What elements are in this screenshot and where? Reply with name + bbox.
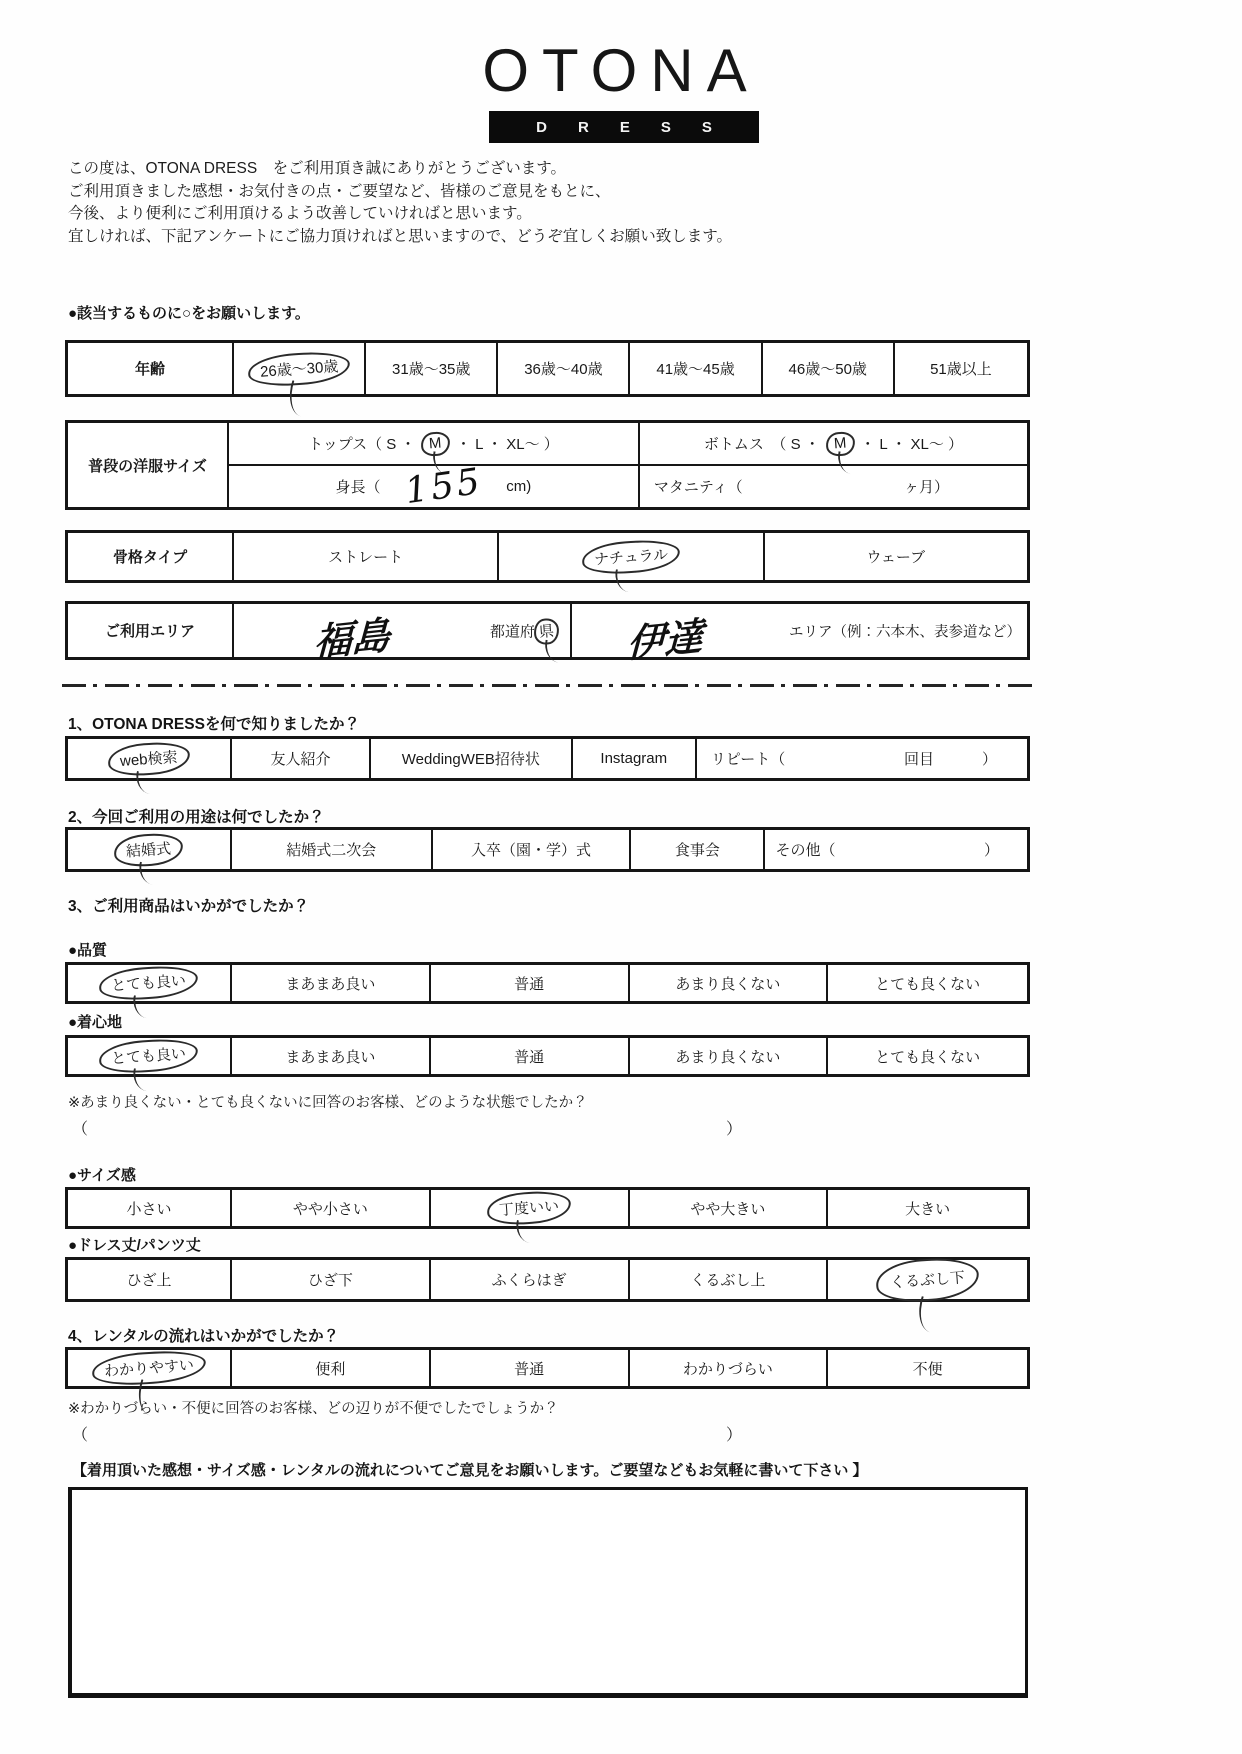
length-calf: ふくらはぎ [429, 1260, 628, 1299]
height-handwritten-value: 155 [402, 460, 485, 513]
circle-mark-bottoms-m: M [825, 431, 855, 457]
brand-logo-subtitle-bar [489, 111, 759, 143]
q1-table [65, 736, 1030, 781]
age-option-41-45: 41歳～45歳 [628, 343, 760, 394]
circle-mark-natural: ナチュラル [581, 537, 681, 576]
skeleton-type-label: 骨格タイプ [112, 549, 188, 566]
circle-mark-wedding: 結婚式 [113, 831, 184, 868]
q2-option-ceremony: 入卒（園・学）式 [431, 830, 630, 869]
quality-fairly-good: まあまあ良い [230, 965, 429, 1001]
intro-line: 宜しければ、下記アンケートにご協力頂ければと思いますので、どうぞ宜しくお願い致します。 [68, 227, 733, 245]
intro-line: ご利用頂きました感想・お気付きの点・ご要望など、皆様のご意見をもとに、 [68, 182, 611, 200]
q4-convenient: 便利 [230, 1350, 429, 1386]
age-option-31-35: 31歳～35歳 [364, 343, 496, 394]
quality-not-good: あまり良くない [628, 965, 827, 1001]
prefecture-suffix [490, 620, 558, 641]
intro-line: この度は、OTONA DRESS をご利用頂き誠にありがとうございます。 [68, 160, 566, 177]
q4-table [65, 1347, 1030, 1389]
sizefit-bit-small: やや小さい [230, 1190, 429, 1226]
prefecture-suffix-text: 都道府 [489, 623, 535, 640]
circle-mark-quality: とても良い [98, 964, 199, 1003]
bottoms-size-cell [638, 423, 1027, 464]
circle-mark-tops-m: M [421, 431, 451, 457]
height-suffix: cm) [506, 478, 532, 495]
q4-inconvenient: 不便 [826, 1350, 1027, 1386]
height-cell [229, 460, 638, 513]
q4-hard: わかりづらい [628, 1350, 827, 1386]
circle-mark-just-right: 丁度いい [486, 1189, 572, 1227]
repeat-close: ） [981, 751, 997, 768]
sizefit-large: 大きい [826, 1190, 1027, 1226]
q2-option-dinner: 食事会 [629, 830, 763, 869]
length-table [65, 1257, 1030, 1302]
age-option-46-50: 46歳～50歳 [761, 343, 893, 394]
dashed-separator [62, 684, 1034, 687]
quality-label: ●品質 [68, 942, 108, 959]
intro-line: 今後、より便利にご利用頂けるよう改善していければと思います。 [68, 205, 532, 222]
age-label: 年齢 [134, 361, 165, 378]
bottoms-prefix: ボトムス （ S ・ [703, 436, 820, 453]
maternity-suffix: ヶ月） [903, 479, 949, 496]
length-above-knee: ひざ上 [126, 1272, 172, 1289]
quality-very-bad: とても良くない [826, 965, 1027, 1001]
circle-mark-easy: わかりやすい [91, 1348, 207, 1388]
size-fit-label: ●サイズ感 [68, 1167, 136, 1184]
q4-easy [68, 1350, 230, 1386]
prefecture-cell [232, 604, 570, 666]
skeleton-option-natural [497, 533, 762, 580]
comfort-table [65, 1035, 1030, 1077]
comfort-not-good: あまり良くない [628, 1038, 827, 1074]
q1-option-repeat [695, 739, 1027, 778]
tops-prefix: トップス（ S ・ [308, 436, 416, 453]
brand-logo-subtitle: DRESS [536, 118, 743, 136]
length-below-ankle [826, 1260, 1027, 1299]
brand-logo-title: OTONA [482, 37, 760, 104]
quality-very-good [68, 965, 230, 1001]
instruction-heading: ●該当するものに○をお願いします。 [68, 305, 310, 322]
inconvenience-note: ※わかりづらい・不便に回答のお客様、どの辺りが不便でしたでしょうか？ [68, 1401, 559, 1417]
skeleton-option-straight: ストレート [232, 533, 497, 580]
quality-normal: 普通 [429, 965, 628, 1001]
comfort-fairly-good: まあまあ良い [230, 1038, 429, 1074]
prefecture-handwritten-value: 福島 [313, 611, 391, 666]
circle-mark-below-ankle: くるぶし下 [875, 1255, 981, 1304]
comfort-label: ●着心地 [68, 1014, 123, 1031]
q2-option-wedding [68, 830, 230, 869]
circle-mark-age: 26歳～30歳 [247, 349, 351, 388]
skeleton-type-table [65, 530, 1030, 583]
age-option-26-30 [232, 343, 364, 394]
bottoms-suffix: ・ L ・ XL～ ） [860, 436, 964, 453]
q1-option-friend-referral: 友人紹介 [230, 739, 369, 778]
circle-mark-ken: 県 [533, 617, 560, 645]
comfort-normal: 普通 [429, 1038, 628, 1074]
sizefit-small: 小さい [126, 1200, 172, 1218]
answer2-paren-close: ） [726, 1427, 743, 1444]
maternity-cell [638, 466, 1027, 507]
clothing-size-label: 普段の洋服サイズ [88, 457, 207, 475]
quality-table [65, 962, 1030, 1004]
length-below-knee: ひざ下 [230, 1260, 429, 1299]
circle-mark-comfort: とても良い [98, 1037, 199, 1076]
usage-area-table [65, 601, 1030, 667]
clothing-size-table [65, 420, 1030, 513]
size-fit-table [65, 1187, 1030, 1229]
comfort-very-bad: とても良くない [826, 1038, 1027, 1074]
city-handwritten-value: 伊達 [626, 612, 704, 667]
q1-option-wedding-web: WeddingWEB招待状 [369, 739, 571, 778]
other-prefix: その他（ [775, 842, 836, 859]
repeat-mid: 回目 [903, 751, 934, 768]
bad-condition-note: ※あまり良くない・とても良くないに回答のお客様、どのような状態でしたか？ [68, 1095, 588, 1111]
circle-mark-web-search: web検索 [107, 740, 191, 778]
repeat-prefix: リピート（ [710, 751, 786, 768]
q2-heading: 2、今回ご利用の用途は何でしたか？ [68, 809, 325, 826]
tops-suffix: ・ L ・ XL～ ） [455, 436, 559, 453]
city-area-cell [570, 604, 1027, 667]
height-prefix: 身長（ [335, 479, 381, 496]
skeleton-option-wave: ウェーブ [763, 533, 1027, 580]
length-label: ●ドレス丈/パンツ丈 [68, 1237, 201, 1254]
q2-option-other [763, 830, 1027, 869]
age-option-36-40: 36歳～40歳 [496, 343, 628, 394]
q1-option-instagram: Instagram [571, 739, 695, 778]
q1-option-web-search [68, 739, 230, 778]
comfort-very-good [68, 1038, 230, 1074]
comment-heading: 【着用頂いた感想・サイズ感・レンタルの流れについてご意見をお願いします。ご要望などもお気軽に書いて下さい 】 [72, 1462, 868, 1479]
q1-heading: 1、OTONA DRESSを何で知りましたか？ [68, 716, 360, 733]
comment-box [68, 1487, 1028, 1698]
answer-paren-open: （ [72, 1121, 89, 1138]
age-table [65, 340, 1030, 397]
usage-area-label: ご利用エリア [104, 623, 195, 640]
answer-paren-close: ） [726, 1121, 743, 1138]
intro-text [68, 158, 732, 248]
maternity-prefix: マタニティ（ [653, 479, 743, 496]
q4-heading: 4、レンタルの流れはいかがでしたか？ [68, 1328, 340, 1345]
age-option-51plus: 51歳以上 [893, 343, 1027, 394]
q2-table [65, 827, 1030, 872]
tops-size-cell [229, 423, 638, 464]
area-example-hint: エリア（例：六本木、表参道など） [789, 624, 1021, 640]
answer2-paren-open: （ [72, 1427, 89, 1444]
q2-option-afterparty: 結婚式二次会 [230, 830, 431, 869]
length-above-ankle: くるぶし上 [628, 1260, 827, 1299]
sizefit-just-right [429, 1190, 628, 1226]
q3-heading: 3、ご利用商品はいかがでしたか？ [68, 898, 310, 915]
q4-normal: 普通 [429, 1350, 628, 1386]
sizefit-bit-large: やや大きい [628, 1190, 827, 1226]
other-close: ） [983, 842, 999, 859]
